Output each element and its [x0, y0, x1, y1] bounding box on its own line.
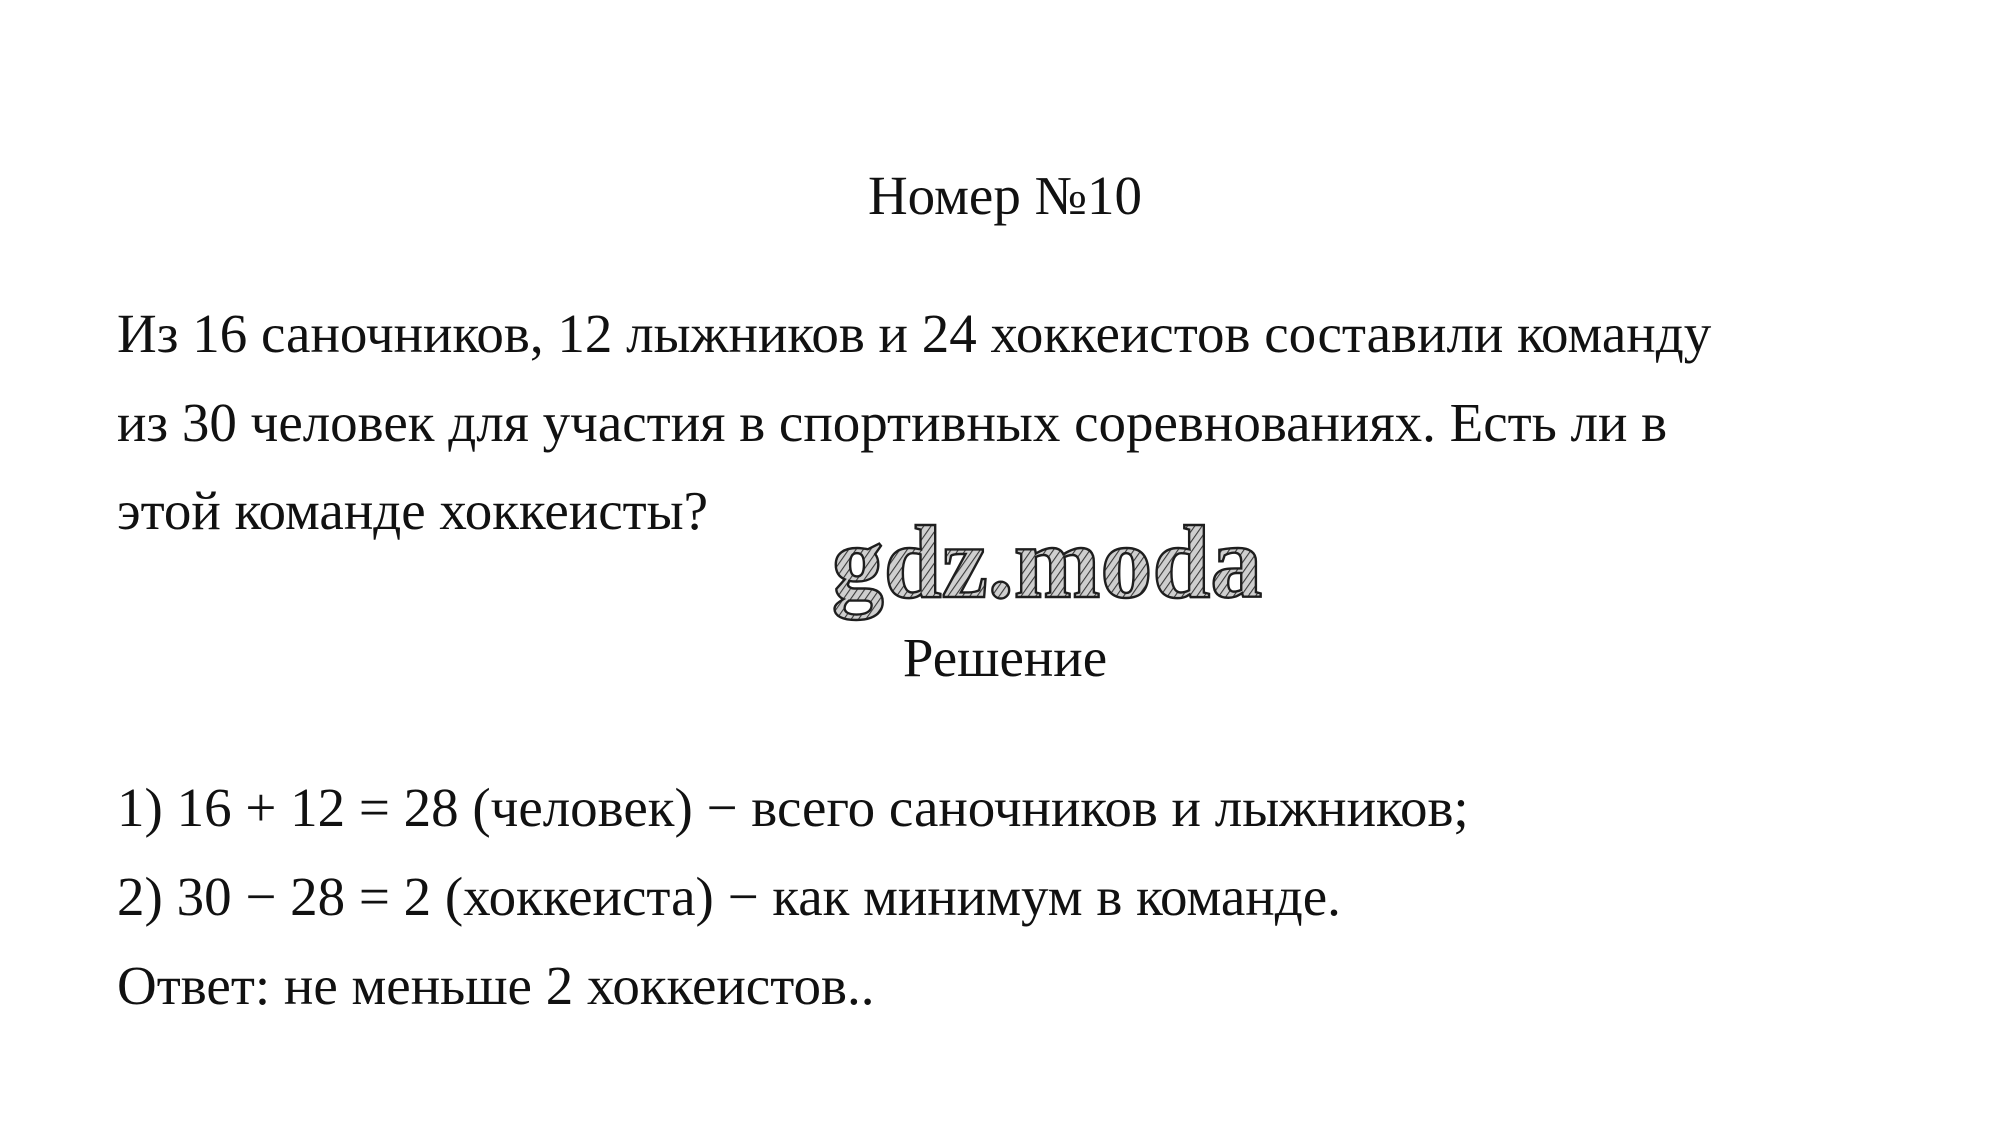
problem-line-2: из 30 человек для участия в спортивных соревнованиях. Есть ли в [117, 392, 1668, 453]
solution-step-1: 1) 16 + 12 = 28 (человек) − всего саночников и лыжников; [117, 777, 1469, 838]
problem-line-3: этой команде хоккеисты? [117, 480, 709, 541]
gdz-moda-watermark [762, 505, 1332, 635]
answer-line: Ответ: не меньше 2 хоккеистов.. [117, 955, 875, 1016]
problem-line-1: Из 16 саночников, 12 лыжников и 24 хоккеистов составили команду [117, 303, 1712, 364]
page-title: Номер №10 [867, 165, 1143, 226]
solution-step-2: 2) 30 − 28 = 2 (хоккеиста) − как минимум в команде. [117, 866, 1341, 927]
watermark-text: gdz.moda [831, 505, 1263, 620]
solution-heading: Решение [902, 627, 1108, 688]
